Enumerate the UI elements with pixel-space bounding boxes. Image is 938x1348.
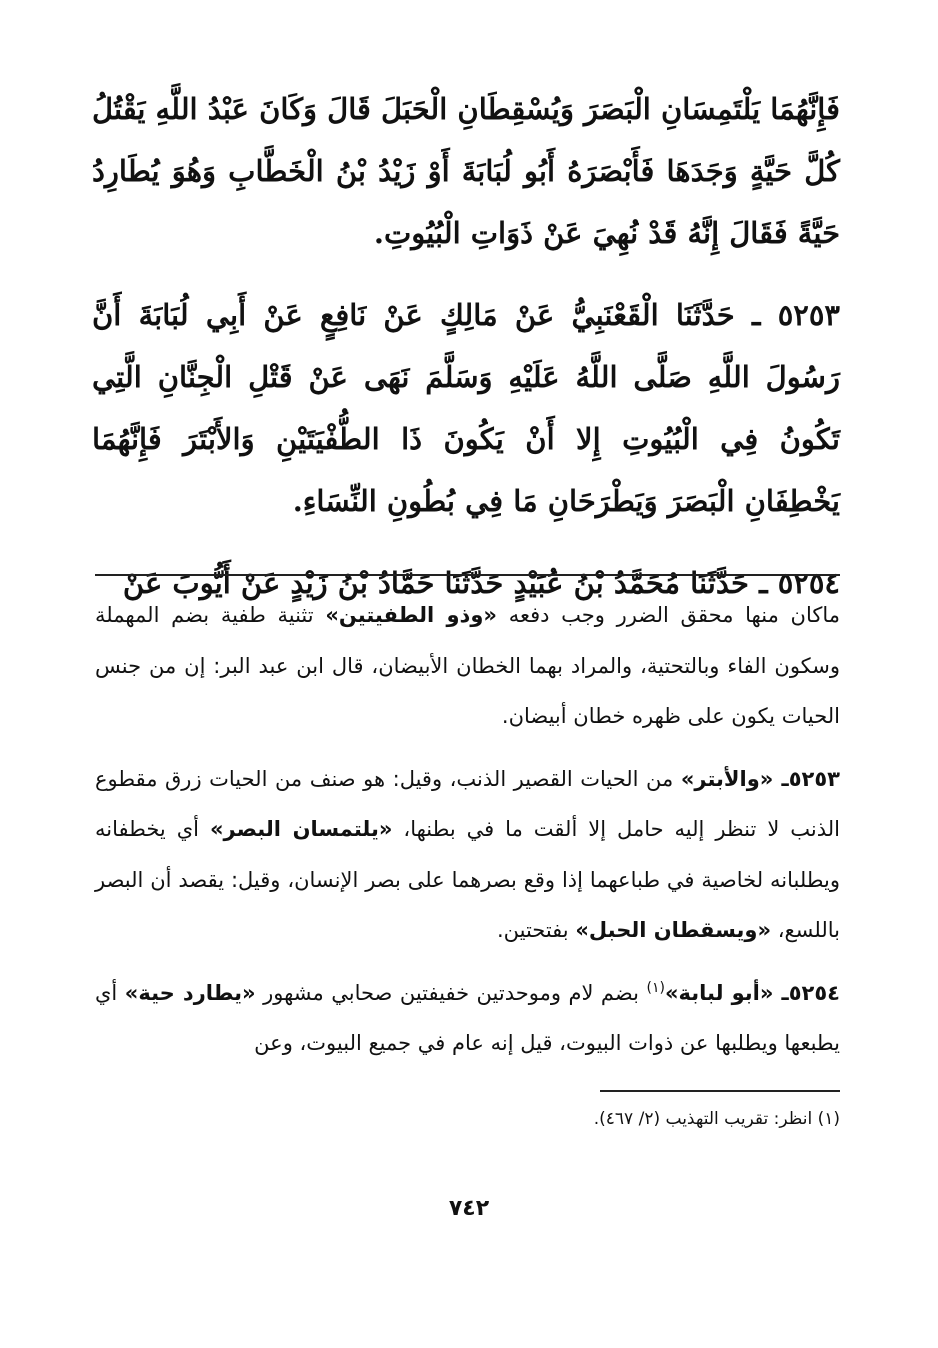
hadith-body: ـ حَدَّثَنَا الْقَعْنَبِيُّ عَنْ مَالِكٍ عَنْ نَافِعٍ عَنْ أَبِي لُبَابَةَ أَنَّ رَسُولَ اللَّهِ صَلَّى اللَّهُ عَلَيْهِ وَسَلَّمَ نَهَى عَنْ قَتْلِ الْجِنَّانِ الَّتِي تَكُونُ فِي الْبُيُوتِ إِلا أَنْ يَكُونَ ذَا الطُّفْيَتَيْنِ وَالأَبْتَرَ فَإِنَّهُمَا يَخْطِفَانِ الْبَصَرَ وَيَطْرَحَانِ مَا فِي بُطُونِ النِّسَاءِ. — [92, 298, 840, 518]
commentary-text: من الحيات القصير الذنب، وقيل: هو صنف من الحيات زرق مقطوع الذنب لا تنظر إليه حامل إلا ألقت ما في بطنها، — [95, 766, 840, 841]
commentary-text: تثنية طفية بضم المهملة وسكون الفاء وبالتحتية، والمراد بهما الخطان الأبيضان، قال ابن عبد البر: إن من جنس الحيات يكون على ظهره خطان أبيضان. — [95, 603, 840, 728]
hadith-continuation-text: فَإِنَّهُمَا يَلْتَمِسَانِ الْبَصَرَ وَيُسْقِطَانِ الْحَبَلَ قَالَ وَكَانَ عَبْدُ اللَّهِ يَقْتُلُ كُلَّ حَيَّةٍ وَجَدَهَا فَأَبْصَرَهُ أَبُو لُبَابَةَ أَوْ زَيْدُ بْنُ الْخَطَّابِ وَهُوَ يُطَارِدُ حَيَّةً فَقَالَ إِنَّهُ قَدْ نُهِيَ عَنْ ذَوَاتِ الْبُيُوتِ. — [92, 92, 840, 250]
page-number: ٧٤٢ — [448, 1196, 490, 1221]
commentary-5254 — [95, 968, 840, 1069]
section-divider — [95, 574, 840, 576]
quoted-term: ـ «أبو لبابة» — [664, 980, 789, 1005]
hadith-continuation — [92, 78, 840, 264]
footnote-reference[interactable]: (١) — [646, 979, 665, 996]
commentary-number: ٥٢٥٣ — [788, 766, 840, 791]
footnote-divider — [600, 1090, 840, 1092]
hadith-number: ٥٢٥٤ — [777, 566, 840, 600]
commentary-text: أي يخطفانه ويطلبانه لخاصية في طباعهما إذا وقع بصرهما على بصر الإنسان، وقيل: يقصد أن البصر باللسع، — [95, 817, 840, 942]
hadith-number: ٥٢٥٣ — [777, 298, 840, 332]
commentary-paragraph — [95, 590, 840, 742]
hadith-body: ـ حَدَّثَنَا مُحَمَّدُ بْنُ عُبَيْدٍ حَدَّثَنَا حَمَّادُ بْنُ زَيْدٍ عَنْ أَيُّوبَ عَنْ — [122, 566, 768, 600]
footnote: (١) انظر: تقريب التهذيب (٢/ ٤٦٧). — [593, 1109, 840, 1129]
hadith-text — [92, 78, 840, 614]
commentary-number: ٥٢٥٤ — [788, 980, 840, 1005]
commentary-text: بفتحتين. — [496, 918, 569, 942]
quoted-term: «يلتمسان البصر» — [209, 817, 393, 841]
quoted-term: «ويسقطان الحبل» — [575, 918, 772, 942]
commentary-text: ماكان منها محقق الضرر وجب دفعه — [508, 603, 840, 627]
quoted-term: «وذو الطفيتين» — [325, 603, 497, 627]
quoted-term: ـ «والأبتر» — [680, 766, 789, 791]
hadith-5253 — [92, 284, 840, 532]
commentary-text: أي يطبعها ويطلبها عن ذوات البيوت، قيل إنه عام في جميع البيوت، وعن — [95, 980, 840, 1055]
commentary-text: بضم لام وموحدتين خفيفتين صحابي مشهور — [263, 980, 639, 1005]
commentary-5253 — [95, 754, 840, 956]
quoted-term: «يطارد حية» — [124, 980, 256, 1005]
commentary-section — [95, 590, 840, 1069]
